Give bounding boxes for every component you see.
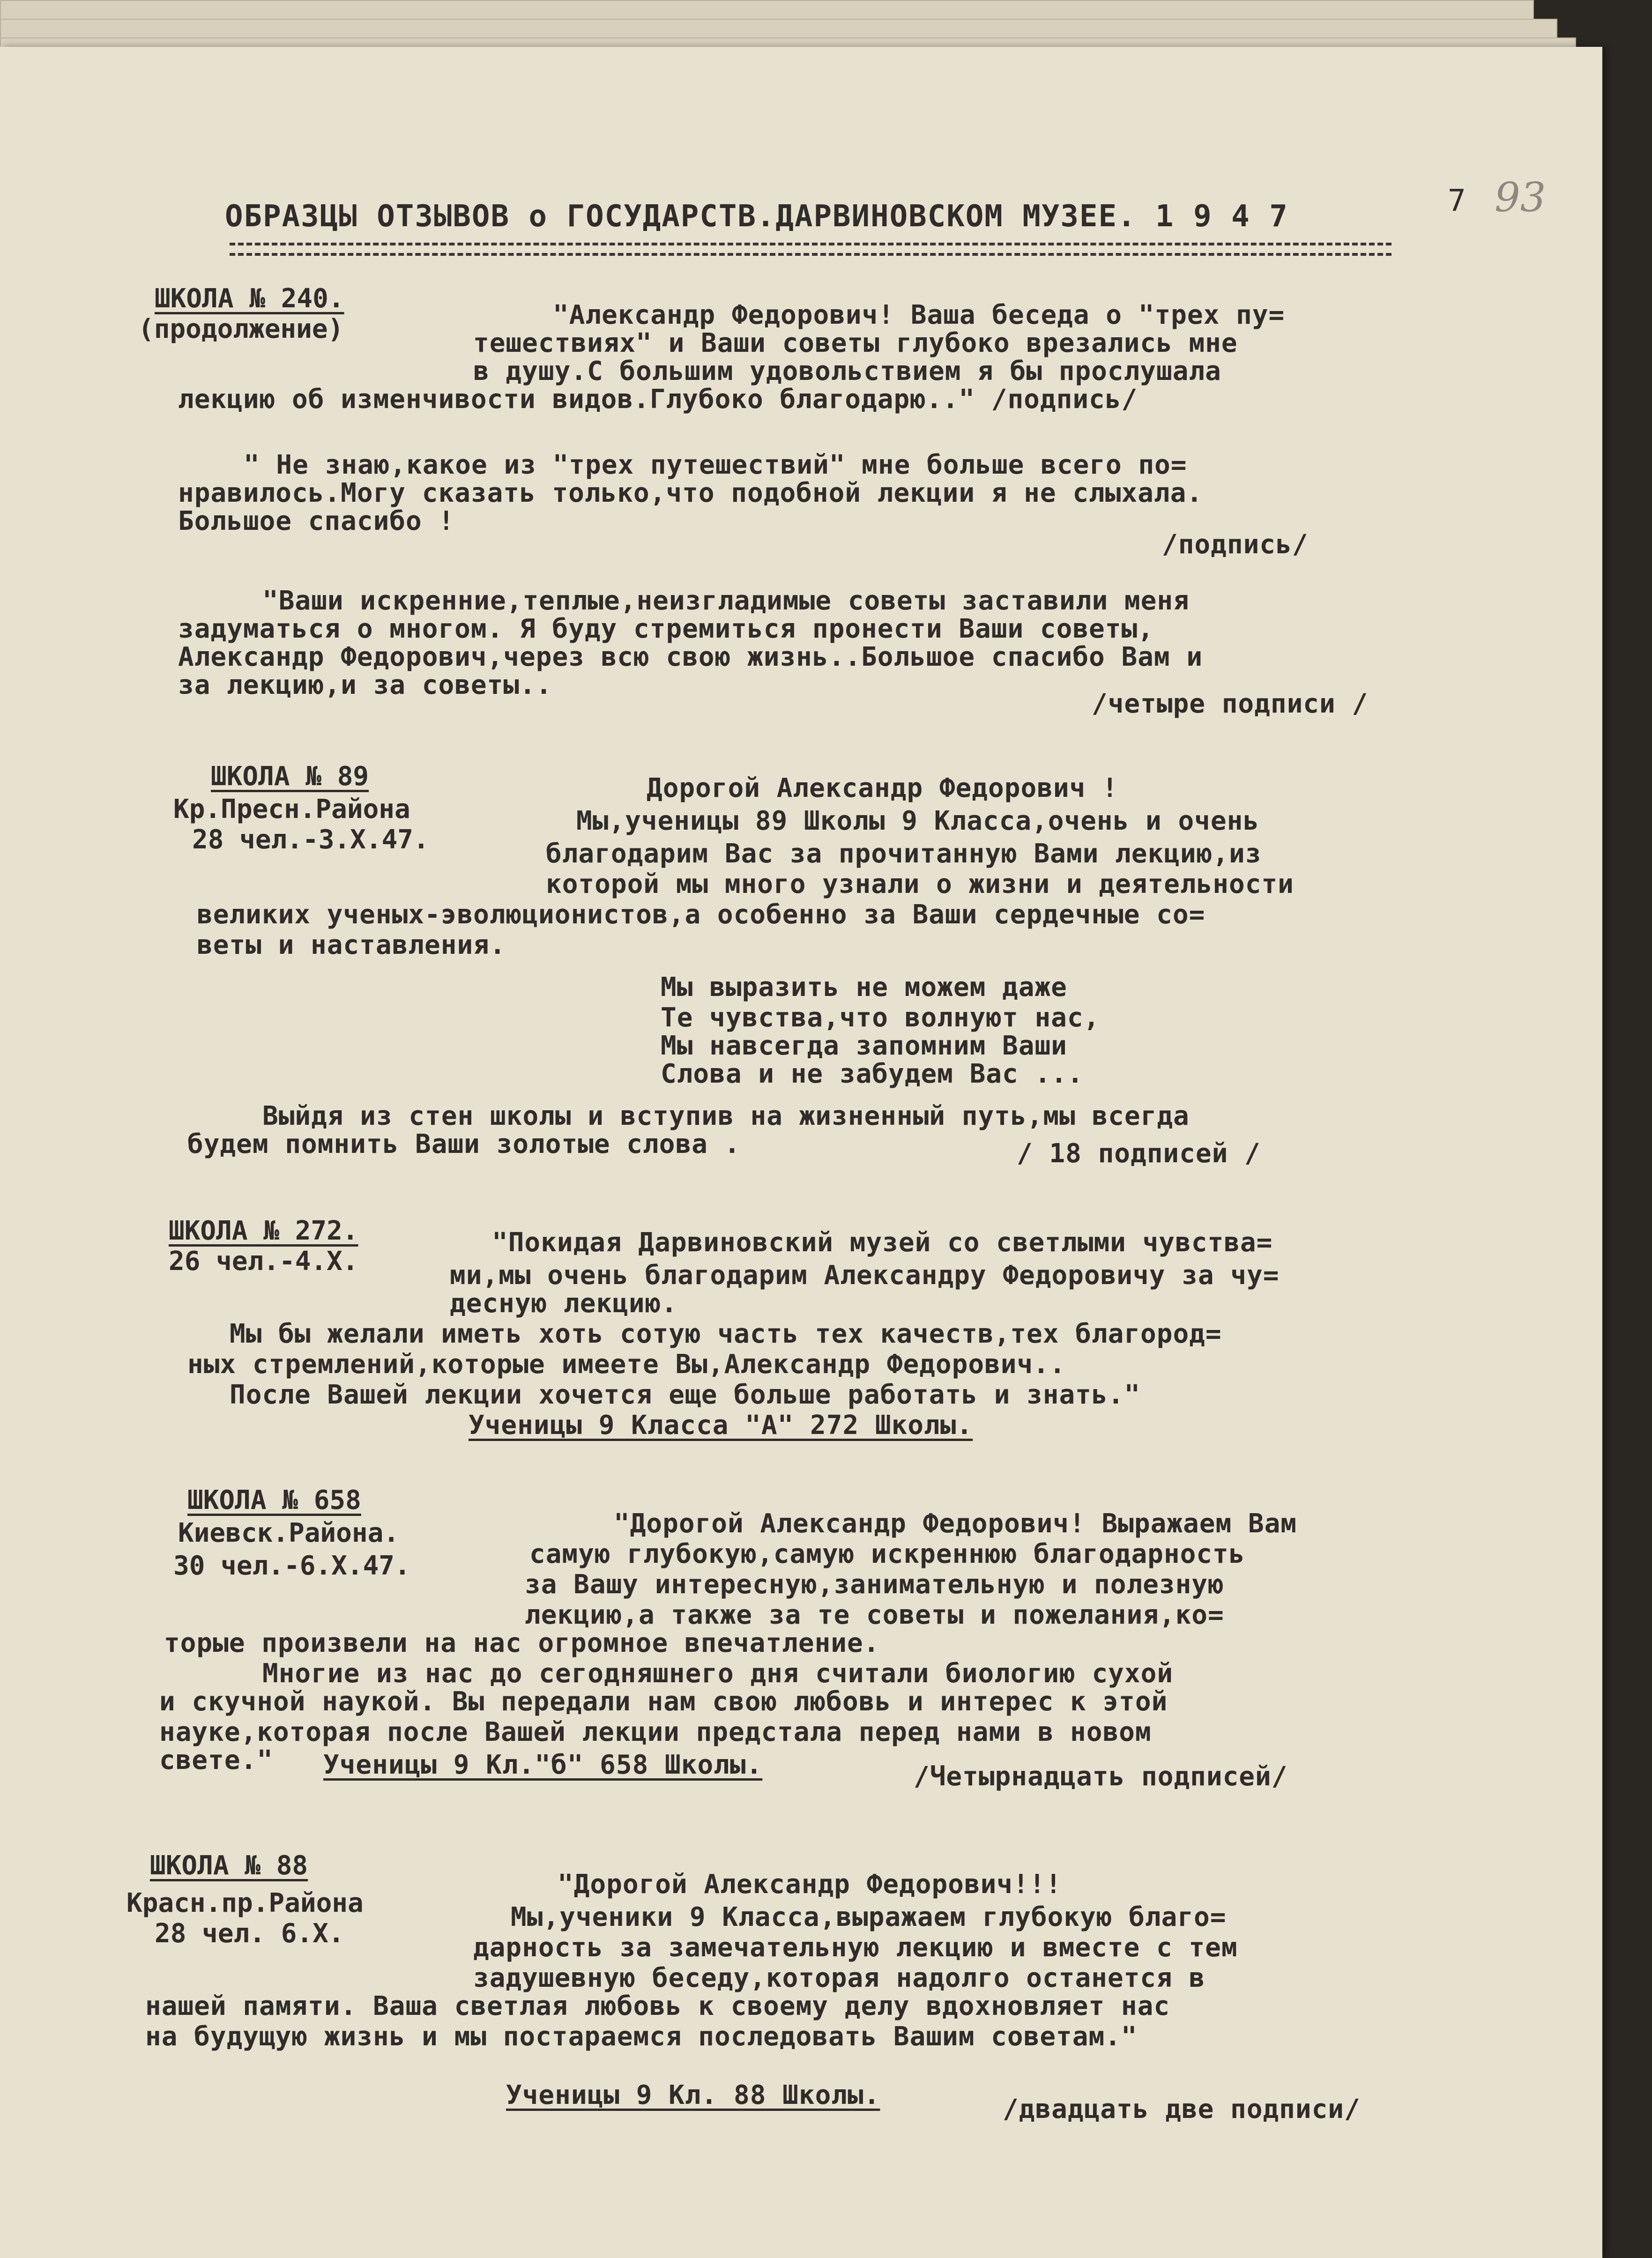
review-line: Дорогой Александр Федорович ! [647,773,1118,803]
poem-line: Те чувства,что волнуют нас, [661,1003,1100,1033]
review-line: Александр Федорович,через всю свою жизнь..Большое спасибо Вам и [178,642,1203,672]
review-line: Мы бы желали иметь хоть сотую часть тех качеств,тех благород= [230,1319,1222,1349]
review-line: за Вашу интересную,занимательную и полезную [525,1569,1224,1600]
review-line: науке,которая после Вашей лекции предстала перед нами в новом [159,1717,1152,1747]
school-meta: 30 чел.-6.Х.47. [173,1551,410,1581]
school-meta: 28 чел. 6.Х. [155,1918,344,1949]
review-line: " Не знаю,какое из "трех путешествий" мне больше всего по= [244,450,1187,480]
review-line: и скучной наукой. Вы передали нам свою любовь и интерес к этой [159,1686,1168,1717]
school-meta: (продолжение) [138,314,344,344]
review-line: "Ваши искренние,теплые,неизгладимые советы заставили меня [262,586,1190,616]
handwritten-page-number: 93 [1495,174,1546,221]
review-line: нашей памяти. Ваша светлая любовь к своему делу вдохновляет нас [145,1991,1170,2021]
review-line: Большое спасибо ! [178,506,455,536]
poem-line: Мы выразить не можем даже [661,972,1067,1003]
review-line: ми,мы очень благодарим Александру Федоровичу за чу= [450,1260,1280,1291]
review-line: ных стремлений,которые имеете Вы,Александр Федорович.. [187,1349,1066,1380]
school-meta: 26 чел.-4.Х. [169,1246,358,1277]
review-line: Мы,ученики 9 Класса,выражаем глубокую благо= [511,1902,1227,1932]
review-line: которой мы много узнали о жизни и деятельности [546,869,1294,899]
school-meta: 28 чел.-3.Х.47. [192,824,429,855]
signature-note: /четыре подписи / [1092,689,1369,719]
review-line: "Дорогой Александр Федорович! Выражаем Вам [614,1508,1297,1539]
review-line: самую глубокую,самую искреннюю благодарность [529,1539,1245,1569]
school-meta: Красн.пр.Района [127,1888,364,1918]
review-line: Выйдя из стен школы и вступив на жизненный путь,мы всегда [262,1101,1190,1131]
review-line: "Александр Федорович! Ваша беседа о "трех пу= [553,300,1285,330]
signature-note: Ученицы 9 Кл."б" 658 Школы. [323,1750,763,1780]
review-line: за лекцию,и за советы.. [178,670,552,700]
review-line: благодарим Вас за прочитанную Вами лекцию,из [546,839,1262,869]
review-line: на будущую жизнь и мы постараемся последовать Вашим советам." [145,2021,1138,2052]
school-heading: ШКОЛА № 89 [211,761,369,792]
review-line: лекцию,а также за те советы и пожелания,ко= [525,1600,1224,1630]
review-line: дарность за замечательную лекцию и вместе с тем [473,1932,1238,1963]
review-line: После Вашей лекции хочется еще больше работать и знать." [230,1380,1141,1410]
review-line: лекцию об изменчивости видов.Глубоко благодарю.." /подпись/ [178,384,1138,415]
review-line: десную лекцию. [450,1288,678,1319]
document-title: ОБРАЗЦЫ ОТЗЫВОВ о ГОСУДАРСТВ.ДАРВИНОВСКОМ МУЗЕЕ. 1 9 4 7 [225,199,1288,234]
signature-note: / 18 подписей / [1017,1138,1261,1169]
review-line: Мы,ученицы 89 Школы 9 Класса,очень и очень [576,806,1260,836]
signature-note: Ученицы 9 Класса "А" 272 Школы. [469,1410,973,1441]
title-rule [230,253,1392,256]
review-line: нравилось.Могу сказать только,что подобной лекции я не слыхала. [178,478,1203,508]
review-line: задуматься о многом. Я буду стремиться пронести Ваши советы, [178,614,1154,644]
school-heading: ШКОЛА № 240. [155,283,344,314]
review-line: веты и наставления. [197,930,506,960]
review-line: свете." [159,1745,274,1775]
review-line: Многие из нас до сегодняшнего дня считали биологию сухой [262,1658,1174,1689]
review-line: "Покидая Дарвиновский музей со светлыми чувства= [492,1227,1273,1258]
review-line: торые произвели на нас огромное впечатление. [164,1628,880,1658]
review-line: будем помнить Ваши золотые слова . [187,1129,741,1159]
review-line: тешествиях" и Ваши советы глубоко врезались мне [473,328,1238,358]
signature-note: /Четырнадцать подписей/ [914,1761,1288,1792]
review-line: задушевную беседу,которая надолго останется в [473,1963,1206,1993]
title-rule [230,243,1392,245]
signature-note: /двадцать две подписи/ [1003,2094,1361,2124]
page-number: 7 [1448,184,1466,218]
school-heading: ШКОЛА № 658 [187,1485,361,1515]
poem-line: Мы навсегда запомним Ваши [661,1031,1067,1061]
signature-note: Ученицы 9 Кл. 88 Школы. [506,2080,880,2110]
review-line: "Дорогой Александр Федорович!!! [558,1869,1062,1900]
school-heading: ШКОЛА № 88 [150,1850,308,1881]
school-meta: Кр.Пресн.Района [173,794,410,824]
school-heading: ШКОЛА № 272. [169,1216,358,1246]
poem-line: Слова и не забудем Вас ... [661,1059,1084,1089]
signature-note: /подпись/ [1162,529,1309,560]
review-line: великих ученых-эволюционистов,а особенно за Ваши сердечные со= [197,899,1206,930]
school-meta: Киевск.Района. [178,1518,400,1548]
review-line: в душу.С большим удовольствием я бы прослушала [473,356,1221,386]
